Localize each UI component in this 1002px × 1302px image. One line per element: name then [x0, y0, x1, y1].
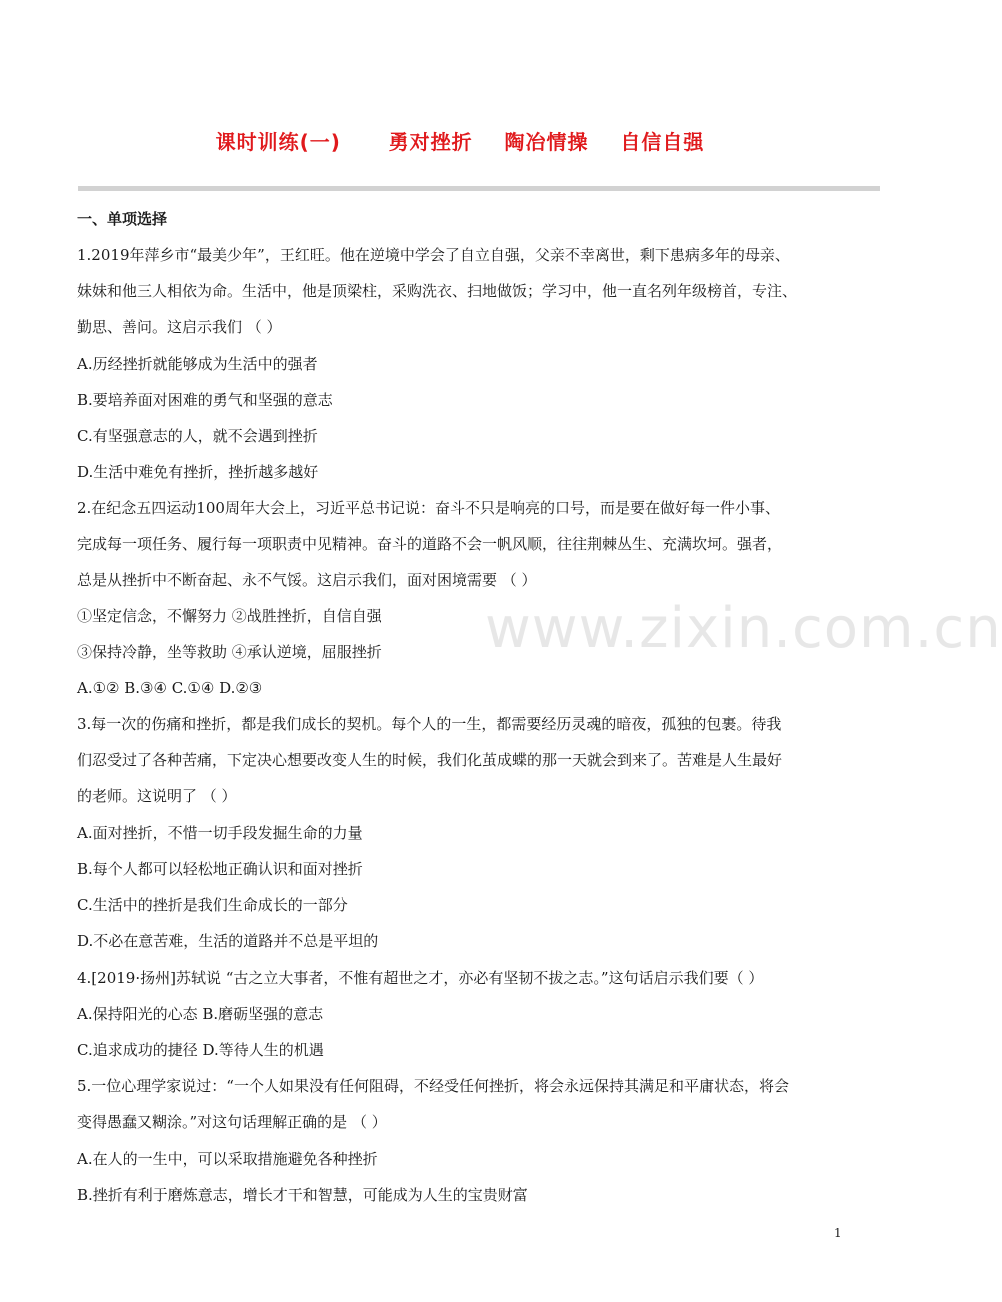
text-line: ③保持冷静，坐等救助 ④承认逆境，屈服挫折	[77, 643, 382, 661]
section-heading: 一、单项选择	[77, 210, 168, 228]
text-line: 变得愚蠢又糊涂。”对这句话理解正确的是 （ ）	[77, 1113, 387, 1131]
text-line: 总是从挫折中不断奋起、永不气馁。这启示我们，面对困境需要 （ ）	[77, 571, 537, 589]
option-line: B.挫折有利于磨炼意志，增长才干和智慧，可能成为人生的宝贵财富	[77, 1186, 528, 1204]
option-line: C.生活中的挫折是我们生命成长的一部分	[77, 896, 348, 914]
watermark: www.zixin.com.cn	[485, 596, 1002, 661]
option-line: C.有坚强意志的人，就不会遇到挫折	[77, 427, 318, 445]
option-line: D.生活中难免有挫折，挫折越多越好	[77, 463, 319, 481]
text-line: ①坚定信念，不懈努力 ②战胜挫折，自信自强	[77, 607, 382, 625]
text-line: 的老师。这说明了 （ ）	[77, 787, 237, 805]
text-line: 4.[2019·扬州]苏轼说 “古之立大事者，不惟有超世之才，亦必有坚韧不拔之志。”这句话启示我们要（ ）	[77, 969, 764, 987]
page-number: 1	[834, 1226, 842, 1240]
text-line: 妹妹和他三人相依为命。生活中，他是顶梁柱，采购洗衣、扫地做饭；学习中，他一直名列年级榜首，专注、	[77, 282, 798, 300]
text-line: 5.一位心理学家说过：“一个人如果没有任何阻碍，不经受任何挫折，将会永远保持其满足和平庸状态，将会	[77, 1077, 789, 1095]
option-line: A.①② B.③④ C.①④ D.②③	[77, 679, 263, 697]
option-line: D.不必在意苦难，生活的道路并不总是平坦的	[77, 932, 379, 950]
option-line: A.面对挫折，不惜一切手段发掘生命的力量	[77, 824, 363, 842]
title-divider	[78, 186, 880, 191]
option-line: B.每个人都可以轻松地正确认识和面对挫折	[77, 860, 363, 878]
text-line: 2.在纪念五四运动100周年大会上，习近平总书记说：奋斗不只是响亮的口号，而是要在做好每一件小事、	[77, 499, 780, 517]
option-line: A.在人的一生中，可以采取措施避免各种挫折	[77, 1150, 378, 1168]
option-line: A.历经挫折就能够成为生活中的强者	[77, 355, 318, 373]
option-line: C.追求成功的捷径 D.等待人生的机遇	[77, 1041, 324, 1059]
text-line: 3.每一次的伤痛和挫折，都是我们成长的契机。每个人的一生，都需要经历灵魂的暗夜，孤独的包裹。待我	[77, 715, 782, 733]
page-title: 课时训练(一) 勇对挫折 陶冶情操 自信自强	[215, 130, 705, 154]
text-line: 完成每一项任务、履行每一项职责中见精神。奋斗的道路不会一帆风顺，往往荆棘丛生、充满坎坷。强者，	[77, 535, 783, 553]
option-line: B.要培养面对困难的勇气和坚强的意志	[77, 391, 333, 409]
text-line: 们忍受过了各种苦痛，下定决心想要改变人生的时候，我们化茧成蝶的那一天就会到来了。苦难是人生最好	[77, 751, 783, 769]
text-line: 勤思、善问。这启示我们 （ ）	[77, 318, 282, 336]
text-line: 1.2019年萍乡市“最美少年”，王红旺。他在逆境中学会了自立自强，父亲不幸离世，剩下患病多年的母亲、	[77, 246, 790, 264]
option-line: A.保持阳光的心态 B.磨砺坚强的意志	[77, 1005, 324, 1023]
